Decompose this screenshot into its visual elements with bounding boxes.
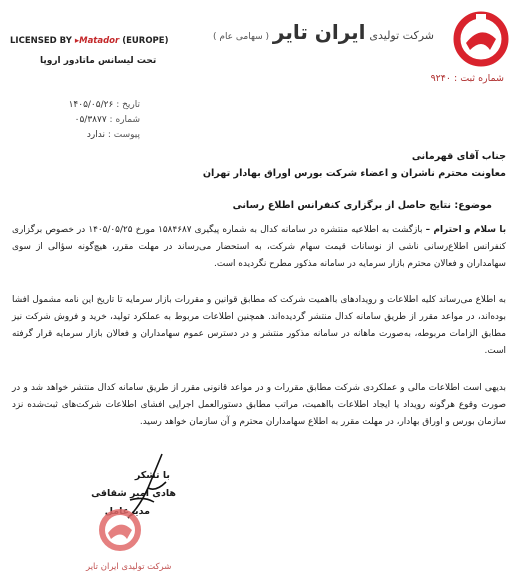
license-line	[10, 36, 168, 46]
attachment-value: ندارد	[86, 130, 105, 140]
license-prefix: LICENSED BY	[10, 36, 72, 46]
paragraph-2-text: به اطلاع می‌رساند کلیه اطلاعات و رویدادهای بااهمیت شرکت که مطابق قوانین و مقررات بازار سرمایه تا تاریخ این نامه مشمول افشا بوده‌اند، در مواعد مقرر از طریق سامانه کدال منتشر گردیده‌اند. همچنین اطلاعات مربوط به عملکرد تولید، خرید و فروش شرکت نیز مطابق الزامات مربوطه، به‌صورت ماهانه در سامانه مذکور منتشر و در دسترس عموم سهامداران و فعالان بازار سرمایه قرار گرفته است.	[12, 295, 506, 356]
meta-attachment	[40, 130, 140, 140]
number-value: ۰۵/۳۸۷۷	[74, 115, 107, 125]
matador-brand: ▸Matador	[74, 36, 120, 46]
paragraph-2	[12, 292, 506, 360]
company-name: ایران تایر	[272, 20, 366, 44]
paragraph-3-text: بدیهی است اطلاعات مالی و عملکردی شرکت مطابق مقررات و در مواعد قانونی مقرر از طریق سامانه کدال منتشر خواهد شد و در صورت وقوع هرگونه رویداد یا ایجاد اطلاعات بااهمیت، مراتب مطابق دستورالعمل اجرایی افشای اطلاعات شرکت‌های ثبت‌شده نزد سازمان بورس و اوراق بهادار، در مهلت مقرر به اطلاع سهامداران محترم و آن سازمان خواهد رسید.	[12, 383, 506, 427]
date-value: ۱۴۰۵/۰۵/۲۶	[68, 100, 114, 110]
paragraph-3	[12, 380, 506, 431]
company-stamp-icon	[96, 506, 144, 554]
subject-line: موضوع: نتایج حاصل از برگزاری کنفرانس اطلاع رسانی	[232, 200, 492, 211]
closing-text: با تشکر	[134, 470, 170, 481]
addressee-name: جناب آقای قهرمانی	[411, 151, 506, 162]
number-label: شماره :	[109, 115, 140, 125]
matador-brand-text: Matador	[79, 36, 120, 46]
date-label: تاریخ :	[116, 100, 140, 110]
addressee-title: معاونت محترم ناشران و اعضاء شرکت بورس اوراق بهادار تهران	[202, 168, 506, 179]
signer-title: مدیرعامل	[104, 506, 150, 517]
greeting: با سلام و احترام –	[425, 225, 507, 235]
meta-date	[40, 100, 140, 110]
registration-number: شماره ثبت : ۹۲۴۰	[430, 73, 504, 84]
company-header	[213, 20, 434, 44]
attachment-label: پیوست :	[107, 130, 140, 140]
signer-name: هادی امیر شقاقی	[91, 488, 176, 499]
company-prefix: شرکت تولیدی	[369, 29, 434, 42]
paragraph-1	[12, 222, 506, 273]
license-persian: تحت لیسانس ماتادور اروپا	[40, 56, 157, 66]
company-logo-icon	[452, 10, 510, 68]
meta-number	[40, 115, 140, 125]
paragraph-1-text: بازگشت به اطلاعیه منتشره در سامانه کدال به شماره پیگیری ۱۵۸۴۶۸۷ مورخ ۱۴۰۵/۰۵/۲۵ در خصوص برگزاری کنفرانس اطلاع‌رسانی ناشی از نوسانات قیمت سهام شرکت، به استحضار می‌رساند در مهلت مقرر، هیچ‌گونه سؤالی از سوی سهامداران و فعالان محترم بازار سرمایه در سامانه مذکور مطرح نگردیده است.	[12, 225, 506, 269]
license-suffix: (EUROPE)	[122, 36, 169, 46]
company-type: ( سهامی عام )	[213, 32, 270, 42]
stamp-caption: شرکت تولیدی ایران تایر	[86, 562, 172, 572]
